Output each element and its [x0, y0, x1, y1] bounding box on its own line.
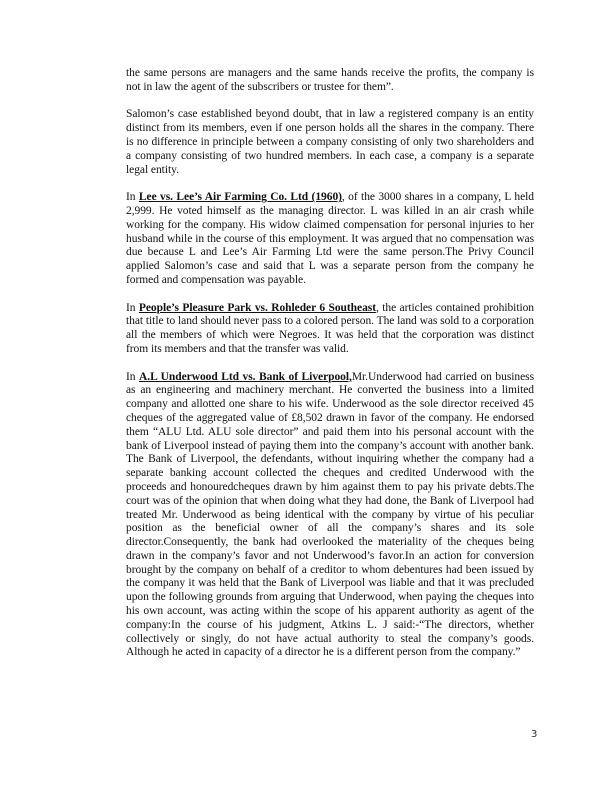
case-name-lee: Lee vs. Lee’s Air Farming Co. Ltd (1960): [138, 191, 342, 204]
paragraph-lead: In: [126, 370, 140, 383]
paragraph-lee-case: [126, 191, 534, 288]
case-name-underwood: A.L Underwood Ltd vs. Bank of Liverpool,: [139, 370, 352, 383]
paragraph-text: the same persons are managers and the same hands receive the profits, the company is not in law the agent of the subscribers or trustee for them”.: [126, 67, 534, 93]
page-body: [126, 67, 534, 674]
paragraph-peoples-pleasure-park-case: [126, 302, 534, 357]
paragraph-salomon-principle: [126, 108, 534, 177]
paragraph-salomon-quote-end: [126, 67, 534, 95]
paragraph-text: , of the 3000 shares in a company, L held 2,999. He voted himself as the managing director. L was killed in an air crash while working for the company. His widow claimed compensation for personal injuries to her husband while in the course of this employment. It was argued that no compensation was due because L and Lee’s Air Farming Ltd were the same person.The Privy Council applied Salomon’s case and said that L was a separate person from the company he formed and compensation was payable.: [126, 191, 534, 286]
paragraph-underwood-case: [126, 371, 534, 661]
paragraph-text: Salomon’s case established beyond doubt, that in law a registered company is an entity distinct from its members, even if one person holds all the shares in the company. There is no difference in principle between a company consisting of only two shareholders and a company consisting of two hundred members. In each case, a company is a separate legal entity.: [126, 108, 534, 176]
page-number: 3: [531, 729, 538, 740]
paragraph-text: , the articles contained prohibition that title to land should never pass to a colored person. The land was sold to a corporation all the members of which were Negroes. It was held that the corporation was distinct from its members and that the transfer was valid.: [126, 301, 535, 355]
paragraph-lead: In: [126, 191, 139, 204]
paragraph-text: Mr.Underwood had carried on business as an engineering and machinery merchant. He converted the business into a limited company and allotted one share to his wife. Underwood as the sole director received 45 cheques of the aggregated value of £8,502 drawn in favor of the company. He endorsed them “ALU Ltd. ALU sole director” and paid them into his personal account with the bank of Liverpool instead of paying them into the company’s account with another bank. The Bank of Liverpool, the defendants, without inquiring whether the company had a separate banking account collected the cheques and credited Underwood with the proceeds and honouredcheques drawn by him against them to pay his private debts.The court was of the opinion that when doing what they had done, the Bank of Liverpool had treated Mr. Underwood as being identical with the company by virtue of his peculiar position as the beneficial owner of all the company’s shares and its sole director.Consequently, the bank had overlooked the materiality of the cheques being drawn in the company’s favor and not Underwood’s favor.In an action for conversion brought by the company on behalf of a creditor to whom debentures had been issued by the company it was held that the Bank of Liverpool was liable and that it was precluded upon the following grounds from arguing that Underwood, when paying the cheques into his own account, was acting within the scope of his apparent authority as agent of the company:In the course of his judgment, Atkins L. J said:-“The directors, whether collectively or singly, do not have actual authority to steal the company’s goods. Although he acted in capacity of a director he is a different person from the company.”: [126, 370, 534, 659]
paragraph-lead: In: [126, 301, 139, 314]
case-name-peoples-pleasure-park: People’s Pleasure Park vs. Rohleder 6 Southeast: [138, 301, 376, 314]
